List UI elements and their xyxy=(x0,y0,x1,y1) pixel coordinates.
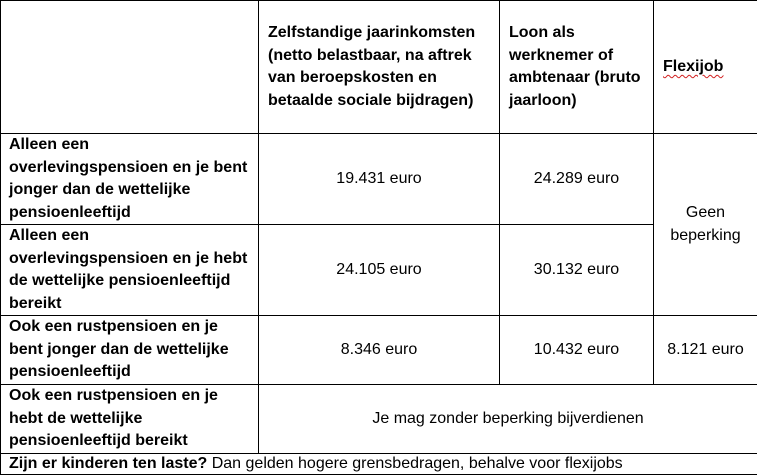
cell-self-employed-value: 8.346 euro xyxy=(259,316,500,385)
table-row xyxy=(1,316,757,385)
table-row xyxy=(1,385,757,454)
table-header-row xyxy=(1,1,757,134)
footer-note xyxy=(1,453,757,474)
cell-unlimited-earnings: Je mag zonder beperking bijverdienen xyxy=(259,385,757,454)
flexijob-spellcheck-text: Flexijob xyxy=(663,57,724,75)
header-empty-cell xyxy=(1,1,259,134)
footer-answer: Dan gelden hogere grensbedragen, behalve voor flexijobs xyxy=(207,455,623,472)
cell-self-employed-value: 19.431 euro xyxy=(259,134,500,225)
cell-self-employed-value: 24.105 euro xyxy=(259,225,500,316)
cell-employee-value: 10.432 euro xyxy=(500,316,654,385)
cell-employee-value: 24.289 euro xyxy=(500,134,654,225)
row-label-survivor-at-age: Alleen een overlevingspensioen en je hebt de wettelijke pensioenleeftijd bereikt xyxy=(1,225,259,316)
row-label-retirement-at-age: Ook een rustpensioen en je hebt de wettelijke pensioenleeftijd bereikt xyxy=(1,385,259,454)
table-row xyxy=(1,225,757,316)
row-label-retirement-under-age: Ook een rustpensioen en je bent jonger dan de wettelijke pensioenleeftijd xyxy=(1,316,259,385)
cell-flexijob-value: 8.121 euro xyxy=(654,316,757,385)
row-label-survivor-under-age: Alleen een overlevingspensioen en je bent jonger dan de wettelijke pensioenleeftijd xyxy=(1,134,259,225)
footer-question: Zijn er kinderen ten laste? xyxy=(9,455,208,472)
cell-employee-value: 30.132 euro xyxy=(500,225,654,316)
table-footer-row xyxy=(1,453,757,474)
cell-flexijob-no-limit: Geen beperking xyxy=(654,134,757,316)
header-flexijob xyxy=(654,1,757,134)
table-row xyxy=(1,134,757,225)
header-employee-wage: Loon als werknemer of ambtenaar (bruto jaarloon) xyxy=(500,1,654,134)
header-self-employed-income: Zelfstandige jaarinkomsten (netto belastbaar, na aftrek van beroepskosten en betaalde sociale bijdragen) xyxy=(259,1,500,134)
